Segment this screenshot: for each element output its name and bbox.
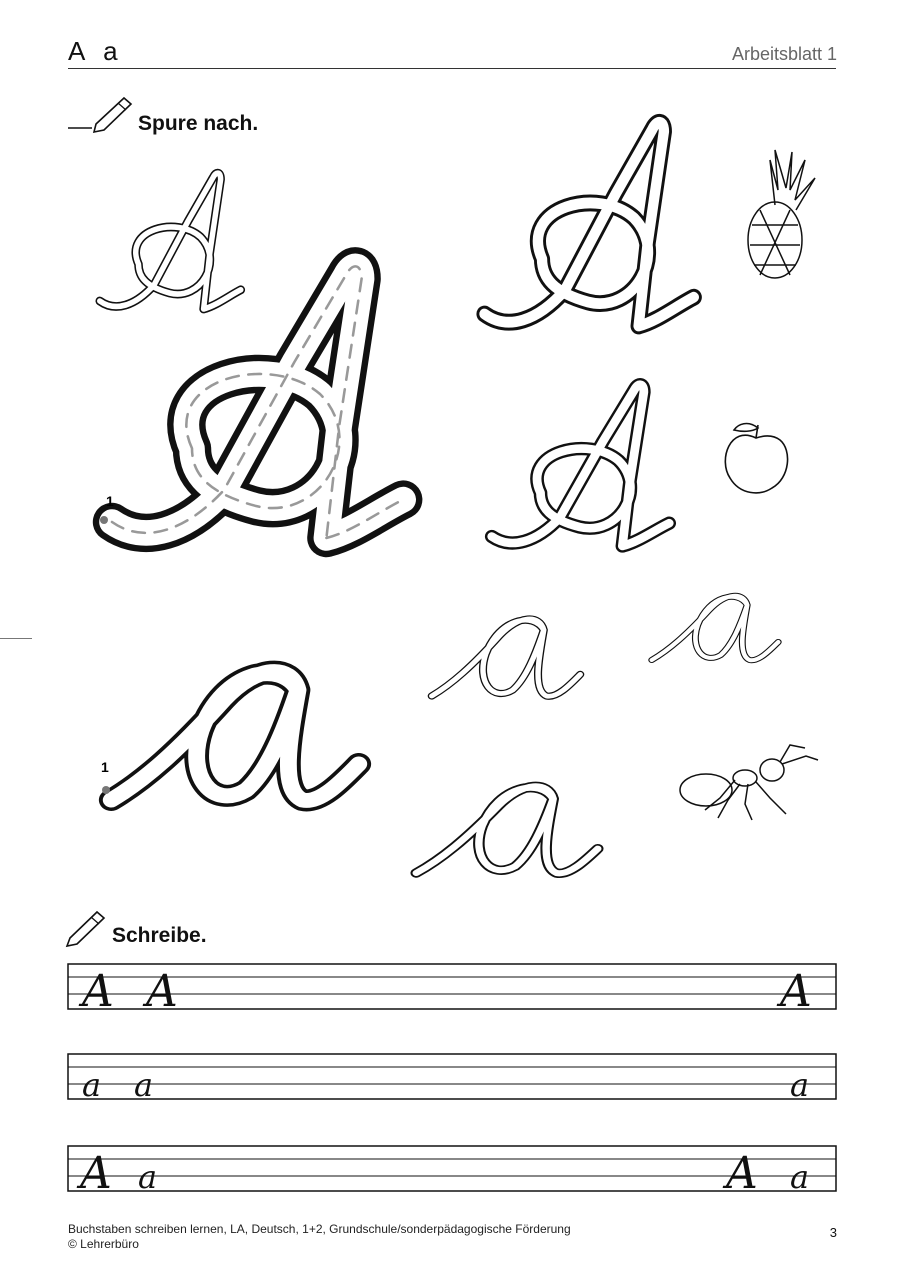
trace-letter-A-small[interactable] xyxy=(492,385,669,546)
page-number: 3 xyxy=(829,1225,837,1240)
page-title: A a xyxy=(68,36,124,66)
writing-lines-2[interactable] xyxy=(68,1054,836,1099)
example-letter: A xyxy=(82,966,114,1017)
example-letter: a xyxy=(790,1158,810,1196)
trace-letter-A-medium[interactable] xyxy=(485,122,694,326)
example-letter: A xyxy=(146,966,178,1017)
example-letter: A xyxy=(80,1148,112,1199)
ant-icon xyxy=(680,745,818,820)
start-marker: 1 xyxy=(101,759,109,775)
trace-section-title: Spure nach. xyxy=(138,112,259,135)
trace-letter-A-medium[interactable] xyxy=(100,173,241,309)
start-marker: 1 xyxy=(106,493,114,509)
footer-line: Buchstaben schreiben lernen, LA, Deutsch, 1+2, Grundschule/sonderpädagogische Förderung xyxy=(68,1222,571,1236)
example-letter: a xyxy=(790,1066,810,1104)
apple-icon xyxy=(725,424,787,493)
example-letter: a xyxy=(134,1066,154,1104)
footer-copyright: © Lehrerbüro xyxy=(68,1237,139,1251)
worksheet-label: Arbeitsblatt 1 xyxy=(731,44,837,64)
trace-letter-a-large[interactable] xyxy=(102,672,359,801)
pencil-icon xyxy=(68,98,131,132)
trace-letter-a-small[interactable] xyxy=(652,596,779,660)
trace-letter-a-small[interactable] xyxy=(432,619,581,696)
writing-lines-1[interactable] xyxy=(68,964,836,1009)
example-letter: A xyxy=(726,1148,758,1199)
footer xyxy=(68,1222,571,1252)
writing-lines-3[interactable] xyxy=(68,1146,836,1191)
write-section-title: Schreibe. xyxy=(112,924,207,947)
trace-letter-A-large[interactable] xyxy=(100,266,403,538)
example-letter: a xyxy=(138,1158,158,1196)
pineapple-icon xyxy=(748,150,815,278)
pencil-icon xyxy=(67,912,104,946)
trace-letter-a-medium[interactable] xyxy=(416,786,598,873)
example-letter: A xyxy=(780,966,812,1017)
example-letter: a xyxy=(82,1066,102,1104)
